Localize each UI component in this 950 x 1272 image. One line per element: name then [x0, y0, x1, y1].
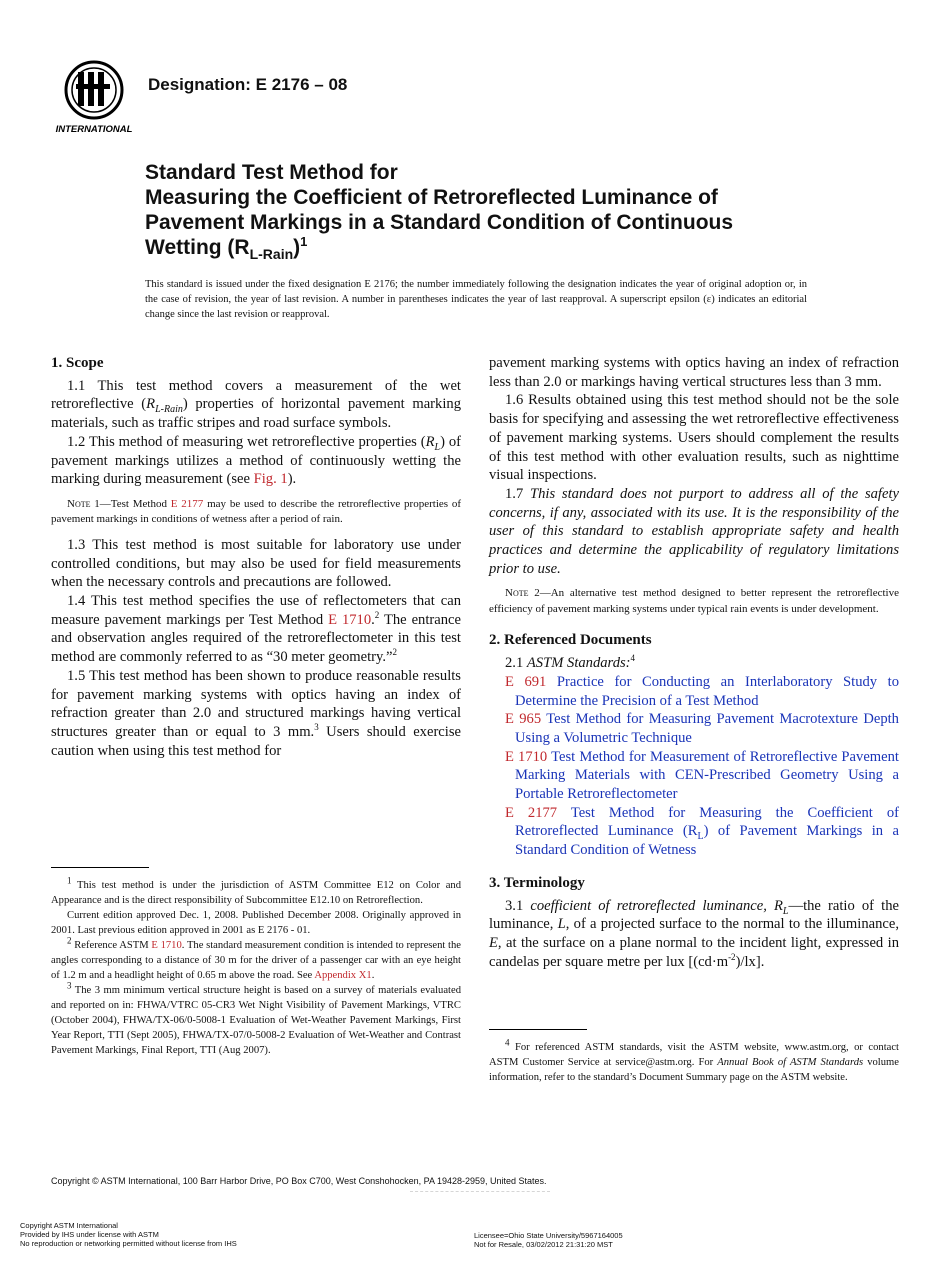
- license-footer-right: Licensee=Ohio State University/5967164005 Not for Resale, 03/02/2012 21:31:20 MST: [474, 1231, 623, 1249]
- ref-e2177[interactable]: E 2177 Test Method for Measuring the Coefficient of Retroreflected Luminance $(R_L)$ of Pavement Markings in a Standard Condition of Wetness: [505, 804, 899, 859]
- footnote-4: $^4$ For referenced ASTM standards, visit the ASTM website, www.astm.org, or contact ASTM Customer Service at service@astm.org. For Annual Book of ASTM Standards volume information, refer to the standard’s Document Summary page on the ASTM website.: [489, 1037, 899, 1083]
- section-heading-referenced: 2. Referenced Documents: [489, 632, 652, 649]
- paragraph-1-1: 1.1 This test method covers a measurement of the wet retroreflective $(R_{L-Rain})$ properties of horizontal pavement marking materials, such as traffic stripes and road surface symbols.: [51, 377, 461, 432]
- title-line-3: Pavement Markings in a Standard Condition of Continuous: [145, 211, 734, 234]
- paragraph-1-5-continued: pavement marking systems with optics having an index of refraction less than 2.0 or markings having vertical structures less than 3 mm.: [489, 355, 899, 390]
- designation: Designation: E 2176 – 08: [148, 75, 348, 94]
- fig-1-link[interactable]: Fig. 1: [253, 471, 288, 488]
- footnote-1-edition: Current edition approved Dec. 1, 2008. Published December 2008. Originally approved in 2001. Last previous edition approved in 2001 as E 2176 - 01.: [51, 910, 461, 936]
- document-title: [145, 160, 845, 260]
- paragraph-1-2: 1.2 This method of measuring wet retroreflective properties $(R_L)$ of pavement markings utilizes a method of continuously wetting the marking during measurement (see Fig. 1).: [51, 433, 461, 488]
- title-line-2: Measuring the Coefficient of Retroreflected Luminance of: [145, 186, 718, 209]
- paragraph-1-4: 1.4 This test method specifies the use of reflectometers that can measure pavement markings per Test Method E 1710.$^2$ The entrance and observation angles required of the retroreflectometer in this test method are commonly referred to as “30 meter geometry.”$^2$: [51, 593, 461, 666]
- paragraph-1-3: 1.3 This test method is most suitable for laboratory use under controlled conditions, but may also be used for field measurements when the necessary controls and precautions are followed.: [51, 536, 461, 591]
- fn-e1710-link[interactable]: E 1710: [151, 940, 182, 951]
- ref-e965[interactable]: E 965 Test Method for Measuring Pavement Macrotexture Depth Using a Volumetric Technique: [505, 711, 899, 746]
- footnote-rule-right: [489, 1029, 587, 1030]
- footnotes-right: [489, 1037, 899, 1085]
- ref-e1710[interactable]: E 1710 Test Method for Measurement of Retroreflective Pavement Marking Materials with CEN-Prescribed Geometry Using a Portable Retroreflectometer: [505, 748, 899, 803]
- paragraph-1-6: 1.6 Results obtained using this test method should not be the sole basis for specifying and assessing the wet retroreflective effectiveness of pavement marking systems. Users should complement the results of this test method with other evaluation results, such as nighttime visual inspections.: [489, 392, 899, 484]
- ref-list: [489, 673, 899, 860]
- faint-divider: [410, 1191, 550, 1192]
- section-heading-scope: 1. Scope: [51, 355, 104, 371]
- appendix-x1-link[interactable]: Appendix X1: [314, 970, 372, 981]
- copyright-notice: Copyright © ASTM International, 100 Barr Harbor Drive, PO Box C700, West Conshohocken, PA 19428-2959, United States.: [51, 1176, 547, 1186]
- astm-standards-subhead: 2.1 ASTM Standards:$^4$: [505, 653, 636, 672]
- issued-note: This standard is issued under the fixed designation E 2176; the number immediately following the designation indicates the year of original adoption or, in the case of revision, the year of last revision. A number in parentheses indicates the year of last reapproval. A superscript epsilon (ε) indicates an editorial change since the last revision or reapproval.: [145, 279, 807, 320]
- e2177-link[interactable]: E 2177: [170, 497, 204, 510]
- footnote-3: $^3$ The 3 mm minimum vertical structure height is based on a survey of materials evaluated and reported on in: FHWA/VTRC 05-CR3 Wet Night Visibility of Pavement Markings, VTRC (October 2004), FHWA/TX-06/0-5008-1 Evaluation of Wet-Weather Pavement Markings, First Year Report, TTI (Sept 2005), FHWA/TX-07/0-5008-2 Evaluation of Wet-Weather and Contrast Pavement Markings, Final Report, TTI (Aug 2007).: [51, 980, 461, 1056]
- paragraph-1-5: 1.5 This test method has been shown to produce reasonable results for pavement marking systems with optics having an index of refraction greater than 2.0 and structured markings having vertical structures greater than or equal to 3 mm.$^3$ Users should exercise caution when using this test method for: [51, 667, 461, 759]
- license-footer-left: Copyright ASTM International Provided by IHS under license with ASTM No reproduction or networking permitted without license from IHS: [20, 1221, 237, 1248]
- right-column: [489, 354, 899, 971]
- title-line-1: Standard Test Method for: [145, 161, 398, 184]
- e1710-link[interactable]: E 1710: [328, 611, 372, 628]
- footnote-rule-left: [51, 867, 149, 868]
- note-1: Note 1—Test Method E 2177 may be used to describe the retroreflective properties of pavement markings in conditions of wetness after a period of rain.: [51, 497, 461, 526]
- section-heading-terminology: 3. Terminology: [489, 874, 585, 891]
- paragraph-1-7: 1.7 This standard does not purport to address all of the safety concerns, if any, associated with its use. It is the responsibility of the user of this standard to establish appropriate safety and health practices and determine the applicability of regulatory limitations prior to use.: [489, 485, 899, 577]
- left-column: [51, 354, 461, 760]
- ref-e691[interactable]: E 691 Practice for Conducting an Interlaboratory Study to Determine the Precision of a Test Method: [505, 673, 899, 709]
- footnotes-left: [51, 875, 461, 1058]
- svg-text:INTERNATIONAL: INTERNATIONAL: [55, 124, 133, 135]
- footnote-1: $^1$ This test method is under the jurisdiction of ASTM Committee E12 on Color and Appearance and is the direct responsibility of Subcommittee E12.10 on Retroreflection.: [51, 875, 461, 906]
- footnote-2: $^2$ Reference ASTM E 1710. The standard measurement condition is intended to represent the angles corresponding to a distance of 30 m for the driver of a passenger car with an eye height of 1.2 m and a headlight height of 0.65 m above the road. See Appendix X1.: [51, 935, 461, 981]
- astm-logo: [52, 58, 136, 136]
- title-line-4: Wetting $(R_{L-Rain})^1$: [145, 234, 308, 262]
- note-2: Note 2—An alternative test method designed to better represent the retroreflective efficiency of pavement marking systems under typical rain events is under development.: [489, 587, 899, 615]
- paragraph-3-1: 3.1 coefficient of retroreflected luminance, $R_L—the$ ratio of the luminance, L, of a projected surface to the normal to the illuminance, E, at the surface on a plane normal to the incident light, expressed in candelas per square metre per lux $[(cd\cdot m^{-2})/lx]$.: [489, 897, 899, 970]
